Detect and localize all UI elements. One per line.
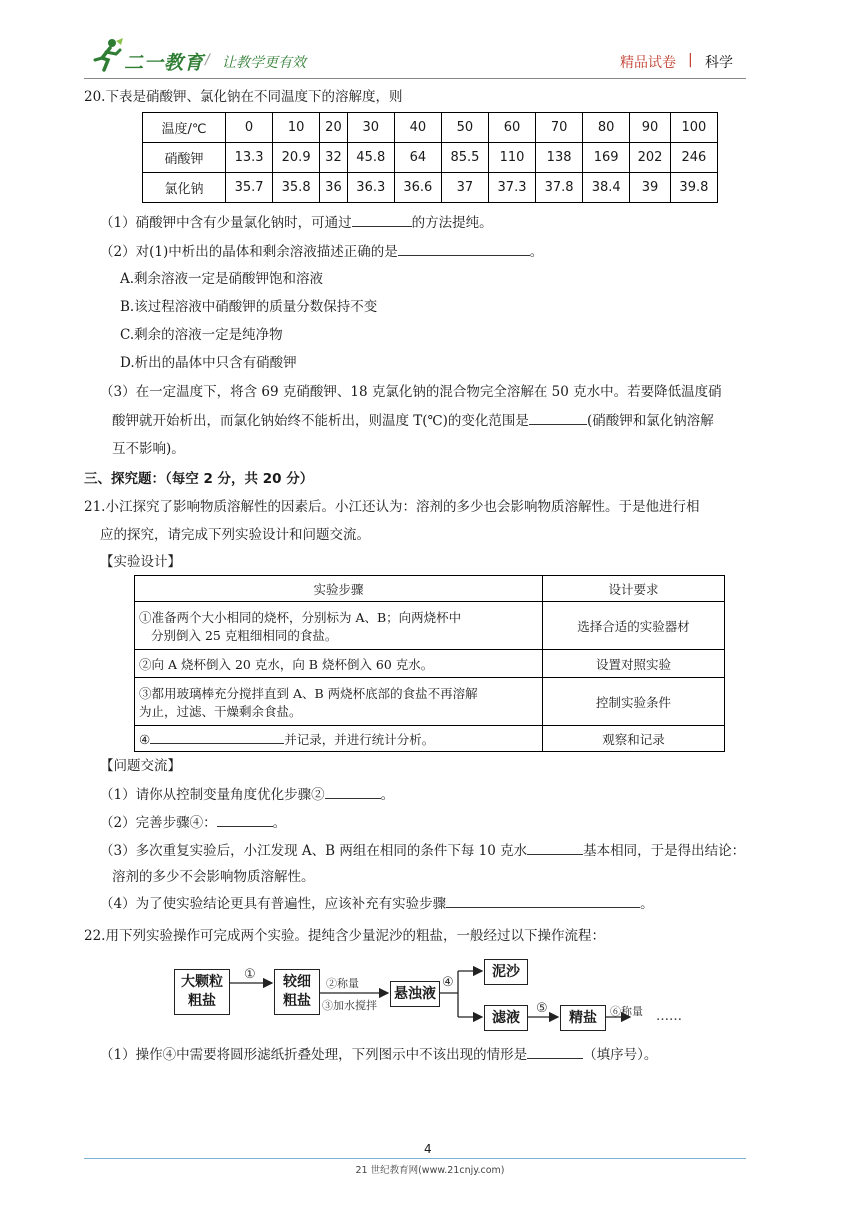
q22-stem: 22.用下列实验操作可完成两个实验。提纯含少量泥沙的粗盐，一般经过以下操作流程： (84, 928, 605, 944)
table-cell: 温度/℃ (143, 113, 226, 143)
q22-part1-tail: （填序号）。 (583, 1047, 658, 1063)
header (0, 0, 860, 80)
table-row (135, 726, 725, 752)
option-c: C.剩余的溶液一定是纯净物 (120, 327, 283, 343)
qa-item-4 (100, 891, 654, 917)
table-row (135, 602, 725, 650)
table-cell: 138 (536, 143, 583, 173)
table-cell: 64 (394, 143, 441, 173)
footer-rule (84, 1158, 746, 1159)
table-cell: 60 (488, 113, 535, 143)
q20-part3-line3: 互不影响)。 (112, 441, 185, 457)
table-cell: 设置对照实验 (543, 650, 725, 678)
answer-blank[interactable] (527, 1044, 583, 1059)
table-cell: 20 (320, 113, 348, 143)
qa-tail: 。 (380, 787, 395, 803)
table-cell: 202 (630, 143, 671, 173)
logo-text: 二一教育 (124, 52, 205, 74)
flow-box-text: 大颗粒 (181, 974, 223, 990)
option-d: D.析出的晶体中只含有硝酸钾 (120, 355, 297, 371)
step-text: 为止，过滤、干燥剩余食盐。 (139, 703, 302, 719)
step-number: ④ (139, 732, 151, 747)
table-cell: 36.3 (347, 173, 394, 203)
table-cell: 35.8 (273, 173, 320, 203)
header-rule (84, 78, 746, 79)
flow-label-step1: ① (244, 967, 256, 982)
table-row (135, 650, 725, 678)
subject-label: 科学 (705, 55, 733, 71)
table-cell: 70 (536, 113, 583, 143)
table-cell: 36.6 (394, 173, 441, 203)
flow-box-suspension: 悬浊液 (390, 981, 440, 1007)
table-cell: 169 (583, 143, 630, 173)
q20-part3-text: 酸钾就开始析出，而氯化钠始终不能析出，则温度 T(℃)的变化范围是 (112, 413, 529, 429)
flow-ellipsis: …… (656, 1009, 682, 1024)
table-cell: 37 (441, 173, 488, 203)
flow-box-text: 较细 (283, 974, 311, 990)
flow-label-step5: ⑤ (536, 1001, 548, 1016)
q20-part1-text: （1）硝酸钾中含有少量氯化钠时，可通过 (100, 215, 352, 231)
answer-blank[interactable] (325, 784, 381, 799)
step-text: 并记录，并进行统计分析。 (284, 732, 435, 747)
slash-divider: / (205, 52, 210, 68)
table-cell: 50 (441, 113, 488, 143)
table-row (135, 576, 725, 602)
step-text: ①准备两个大小相同的烧杯，分别标为 A、B；向两烧杯中 (139, 609, 462, 625)
qa-text: （1）请你从控制变量角度优化步骤② (100, 787, 325, 803)
table-cell: 10 (273, 113, 320, 143)
table-cell: 45.8 (347, 143, 394, 173)
footer-site: 21 世纪教育网(www.21cnjy.com) (355, 1165, 505, 1176)
table-row (143, 113, 718, 143)
qa-label: 【问题交流】 (100, 758, 181, 774)
flow-label-step4: ④ (442, 975, 454, 990)
q20-part3-tail: (硝酸钾和氯化钠溶解 (586, 413, 714, 429)
table-cell: 观察和记录 (543, 726, 725, 752)
table-cell: 90 (630, 113, 671, 143)
flow-label-step6: ⑥称量 (610, 1005, 643, 1018)
qa-tail: 。 (640, 896, 654, 912)
table-cell: 39.8 (670, 173, 717, 203)
answer-blank[interactable] (217, 812, 273, 827)
flow-label-step3: ③加水搅拌 (322, 999, 377, 1012)
flow-box-filtrate: 滤液 (484, 1005, 528, 1031)
option-b: B.该过程溶液中硝酸钾的质量分数保持不变 (120, 299, 378, 315)
flow-box-coarse-salt (174, 969, 230, 1015)
section-title: 三、探究题：（每空 2 分，共 20 分） (84, 471, 314, 487)
table-cell: 30 (347, 113, 394, 143)
q20-part1-tail: 的方法提纯。 (411, 215, 493, 231)
flow-box-refined-salt: 精盐 (560, 1005, 606, 1031)
qa-text: （3）多次重复实验后，小江发现 A、B 两组在相同的条件下每 10 克水 (100, 843, 528, 859)
table-header-cell: 设计要求 (543, 576, 725, 602)
table-cell: 110 (488, 143, 535, 173)
table-header-cell: 实验步骤 (135, 576, 543, 602)
qa-tail: 。 (272, 815, 287, 831)
solubility-table (142, 112, 718, 203)
slogan: 让教学更有效 (222, 55, 306, 71)
table-cell: 37.3 (488, 173, 535, 203)
step-text: ③都用玻璃棒充分搅拌直到 A、B 两烧杯底部的食盐不再溶解 (139, 685, 478, 701)
q20-part2-text: （2）对(1)中析出的晶体和剩余溶液描述正确的是 (100, 244, 398, 260)
design-label: 【实验设计】 (100, 554, 181, 570)
table-cell: 35.7 (226, 173, 273, 203)
step-text: 分别倒入 25 克粗细相同的食盐。 (151, 627, 338, 643)
qa-text: （4）为了使实验结论更具有普遍性，应该补充有实验步骤 (100, 896, 447, 912)
table-cell: 0 (226, 113, 273, 143)
experiment-table (134, 575, 725, 752)
qa-item-3-line2: 溶剂的多少不会影响物质溶解性。 (112, 869, 315, 885)
q22-part1 (100, 1042, 657, 1068)
qa-item-3 (100, 838, 745, 864)
table-row (143, 143, 718, 173)
table-cell: 246 (670, 143, 717, 173)
table-cell: ②向 A 烧杯倒入 20 克水，向 B 烧杯倒入 60 克水。 (135, 650, 543, 678)
flow-box-fine-salt (274, 969, 320, 1015)
q21-stem-line1: 21.小江探究了影响物质溶解性的因素后。小江还认为：溶剂的多少也会影响物质溶解性。于是他进行相 (84, 499, 700, 515)
table-cell: 硝酸钾 (143, 143, 226, 173)
table-cell: 38.4 (583, 173, 630, 203)
table-cell: 氯化钠 (143, 173, 226, 203)
table-cell: 选择合适的实验器材 (543, 602, 725, 650)
table-cell: 13.3 (226, 143, 273, 173)
q20-part2-tail: 。 (529, 244, 544, 260)
answer-blank[interactable] (398, 241, 530, 256)
q20-part2 (100, 239, 543, 265)
qa-text: （2）完善步骤④： (100, 815, 217, 831)
flow-diagram (160, 955, 720, 1035)
table-cell: 37.8 (536, 173, 583, 203)
answer-blank[interactable] (446, 893, 640, 908)
table-cell: 85.5 (441, 143, 488, 173)
answer-blank[interactable] (352, 212, 412, 227)
table-cell: 100 (670, 113, 717, 143)
page-number: 4 (424, 1142, 432, 1156)
q22-part1-text: （1）操作④中需要将圆形滤纸折叠处理，下列图示中不该出现的情形是 (100, 1047, 528, 1063)
qa-item-1 (100, 782, 394, 808)
table-cell: 39 (630, 173, 671, 203)
table-cell: 控制实验条件 (543, 678, 725, 726)
table-cell (135, 602, 543, 650)
flow-box-text: 粗盐 (283, 993, 311, 1009)
table-cell: 32 (320, 143, 348, 173)
q21-stem-line2: 应的探究，请完成下列实验设计和问题交流。 (100, 527, 370, 543)
flow-label-step2: ②称量 (326, 977, 359, 990)
q20-stem: 20.下表是硝酸钾、氯化钠在不同温度下的溶解度，则 (84, 89, 403, 105)
table-row (135, 678, 725, 726)
qa-tail: 基本相同，于是得出结论： (583, 843, 746, 859)
answer-blank[interactable] (527, 840, 583, 855)
premium-tag: 精品试卷 (620, 55, 676, 71)
q20-part3-line1: （3）在一定温度下，将含 69 克硝酸钾、18 克氯化钠的混合物完全溶解在 50 克水中。若要降低温度硝 (100, 384, 722, 400)
table-row (143, 173, 718, 203)
answer-blank[interactable] (529, 410, 587, 425)
q20-part3-line2 (112, 408, 714, 434)
header-separator: | (688, 52, 693, 68)
table-cell: 40 (394, 113, 441, 143)
table-cell (135, 678, 543, 726)
flow-box-sediment: 泥沙 (484, 959, 528, 985)
table-cell: 20.9 (273, 143, 320, 173)
table-cell (135, 726, 543, 752)
qa-item-2 (100, 810, 286, 836)
option-a: A.剩余溶液一定是硝酸钾饱和溶液 (120, 271, 324, 287)
runner-logo-icon (92, 38, 124, 72)
table-cell: 80 (583, 113, 630, 143)
table-cell: 36 (320, 173, 348, 203)
flow-box-text: 粗盐 (188, 993, 216, 1009)
q20-part1 (100, 210, 493, 236)
answer-blank[interactable] (150, 729, 284, 744)
